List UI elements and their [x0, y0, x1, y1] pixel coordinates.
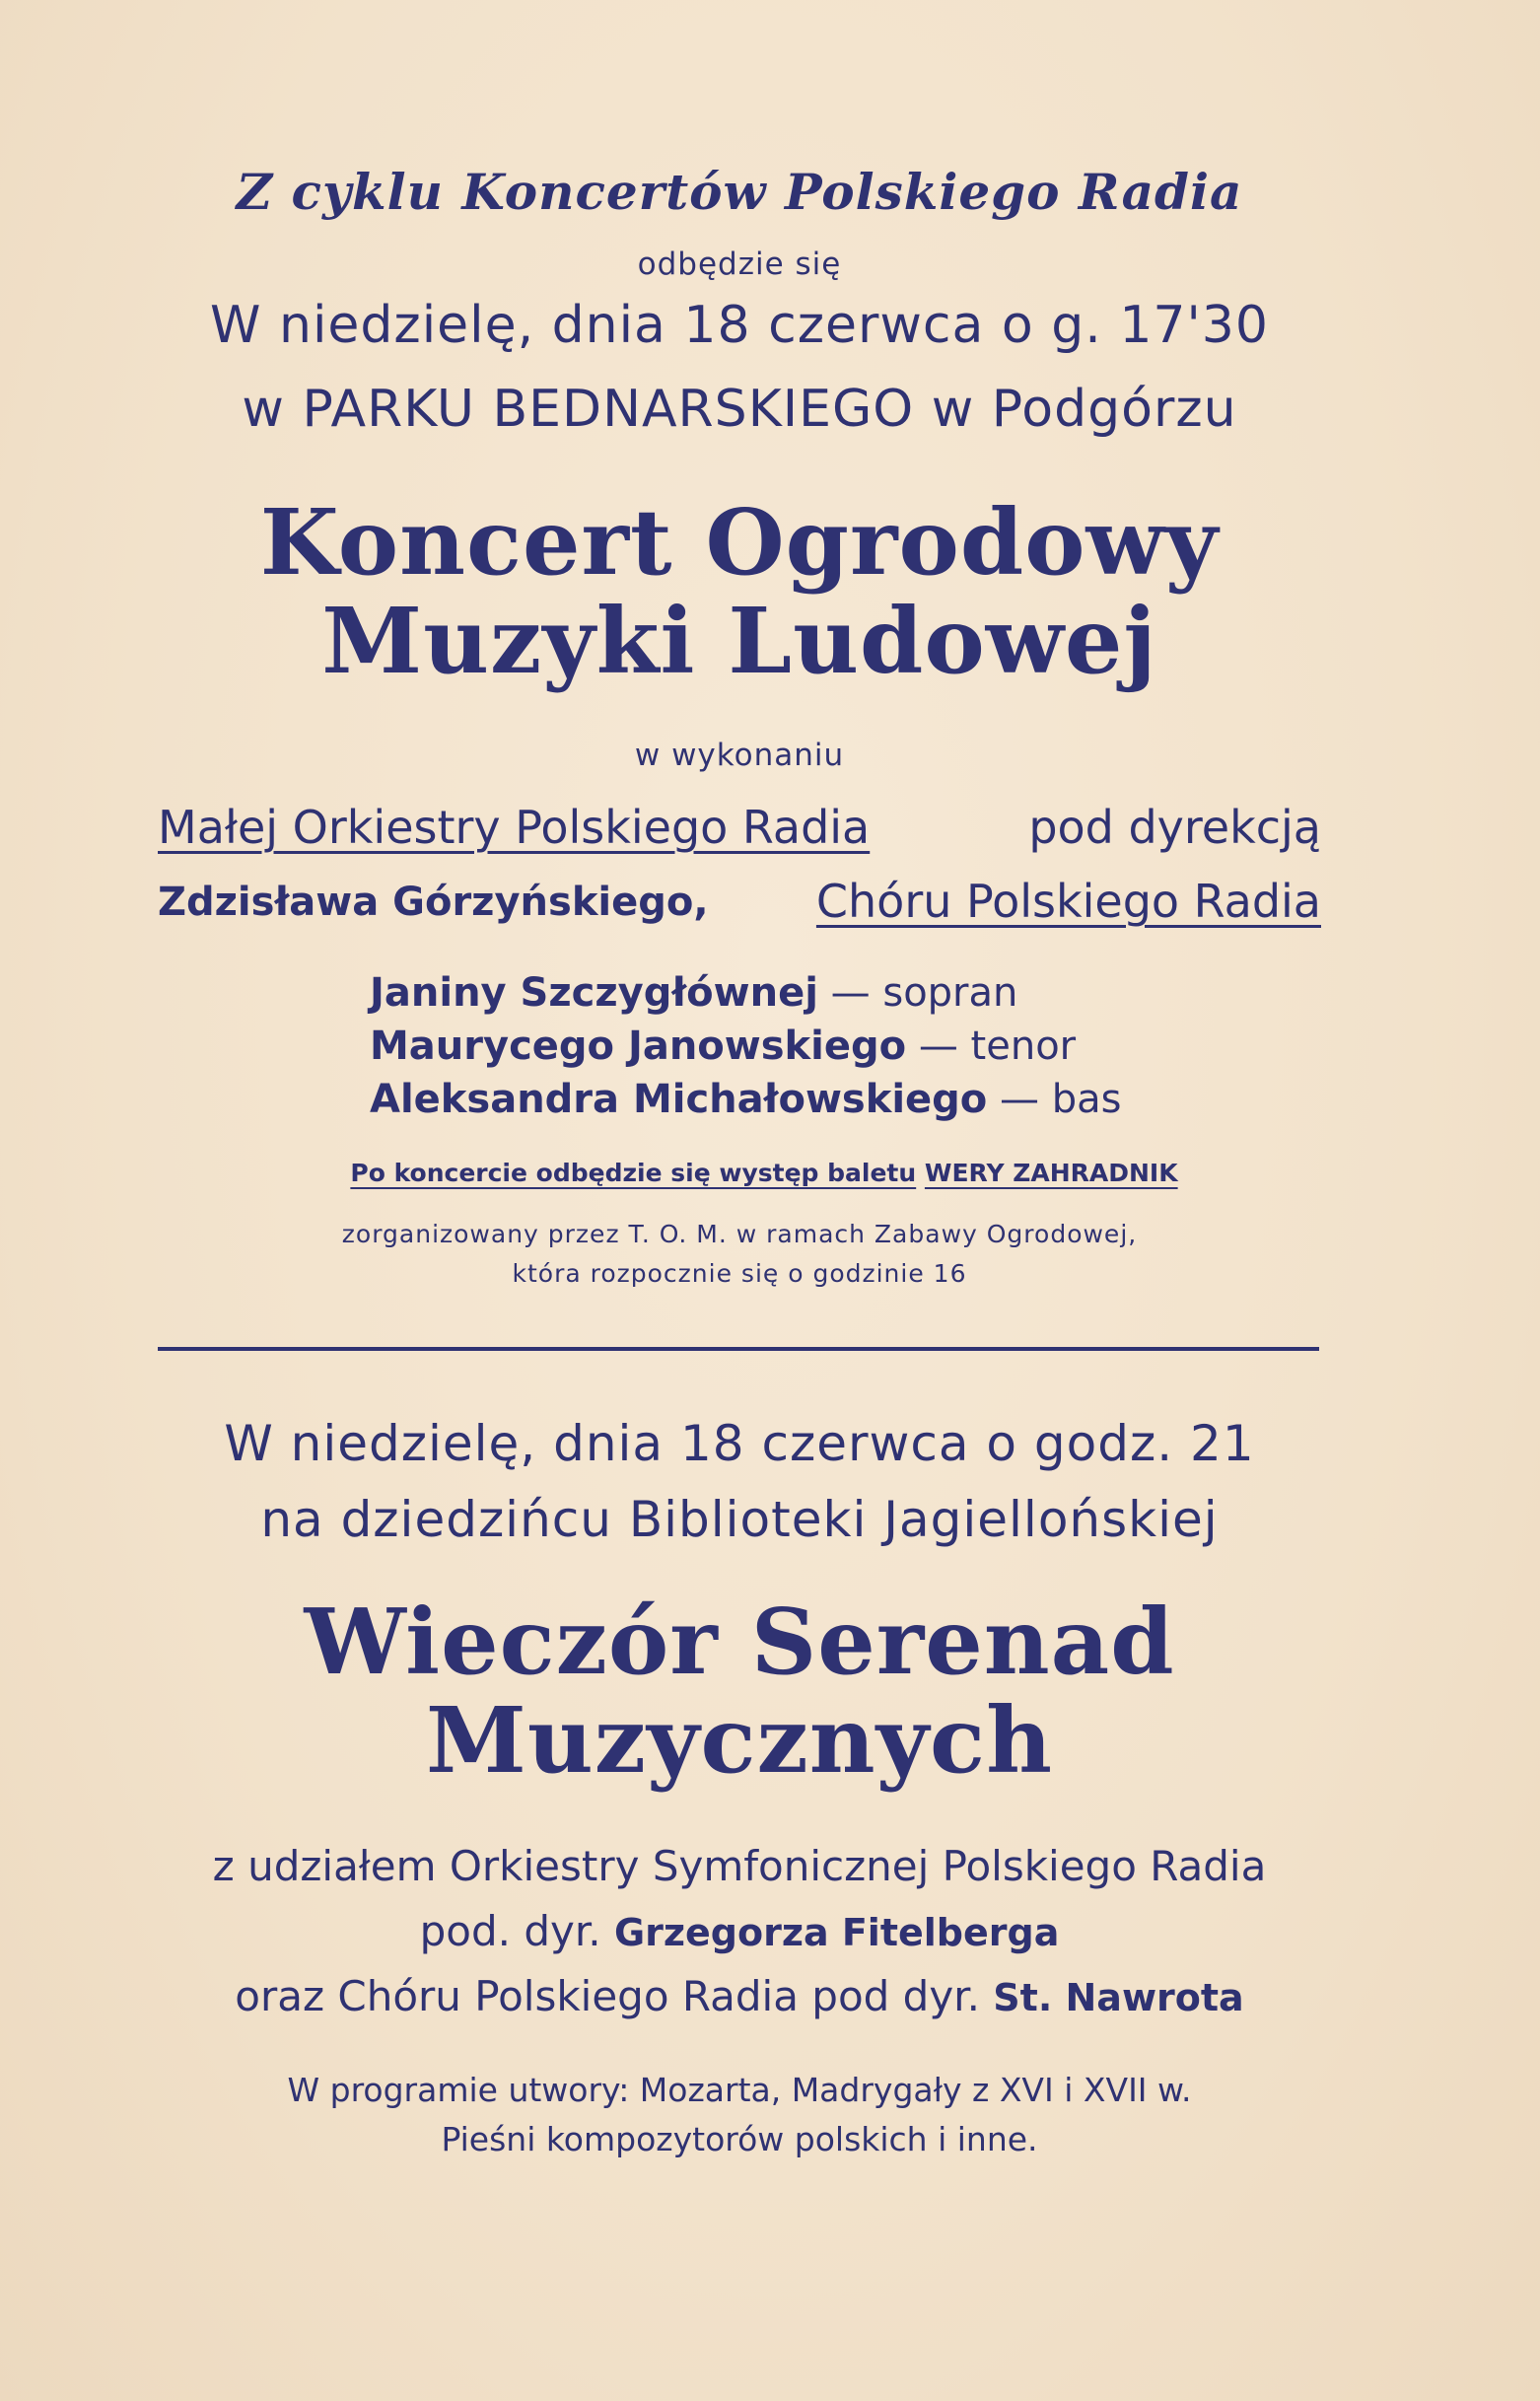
- soloist-row: [370, 966, 1316, 1020]
- ballet-text: Po koncercie odbędzie się występ baletu: [350, 1159, 917, 1187]
- choir-conductor: St. Nawrota: [993, 1976, 1244, 2019]
- choir-name: Chóru Polskiego Radia: [815, 875, 1321, 928]
- participation-line: z udziałem Orkiestry Symfonicznej Polskiego Radia: [212, 1842, 1267, 1890]
- soloist-name: Maurycego Janowskiego: [370, 1024, 907, 1069]
- orchestra-line: [158, 801, 1321, 854]
- conductor-name: Zdzisława Górzyńskiego,: [158, 880, 709, 925]
- organized-line-1: zorganizowany przez T. O. M. w ramach Zabawy Ogrodowej,: [341, 1220, 1138, 1248]
- soloist-voice: — tenor: [918, 1024, 1077, 1069]
- concert-1-title-line-2: Muzyki Ludowej: [321, 588, 1157, 694]
- section-divider: [158, 1347, 1319, 1351]
- ballet-company: WERY ZAHRADNIK: [924, 1159, 1178, 1187]
- concert-1-date: W niedzielę, dnia 18 czerwca o g. 17'30: [210, 296, 1269, 355]
- soloist-row: [370, 1020, 1316, 1073]
- program-line-1: W programie utwory: Mozarta, Madrygały z XVI i XVII w.: [287, 2071, 1192, 2109]
- program-line-2: Pieśni kompozytorów polskich i inne.: [441, 2120, 1038, 2158]
- under-direction: pod dyrekcją: [1028, 801, 1321, 854]
- soloist-voice: — sopran: [830, 970, 1018, 1016]
- conductor-prefix: pod. dyr.: [419, 1907, 601, 1955]
- concert-1-venue: w PARKU BEDNARSKIEGO w Podgórzu: [242, 380, 1237, 439]
- organized-line-2: która rozpocznie się o godzinie 16: [512, 1259, 967, 1288]
- will-take-place: odbędzie się: [637, 247, 842, 282]
- conductor-name: Grzegorza Fitelberga: [613, 1911, 1060, 1954]
- conductor-choir-line: [158, 875, 1321, 930]
- conductor-line: [158, 1899, 1321, 1965]
- choir-line: [158, 1964, 1321, 2030]
- concert-2-title-line-1: Wieczór Serenad: [304, 1589, 1175, 1695]
- soloist-voice: — bas: [1000, 1077, 1122, 1122]
- concert-2-venue: na dziedzińcu Biblioteki Jagiellońskiej: [260, 1491, 1219, 1548]
- choir-prefix: oraz Chóru Polskiego Radia pod dyr.: [235, 1972, 980, 2020]
- soloist-row: [370, 1073, 1316, 1126]
- concert-1-title-line-1: Koncert Ogrodowy: [259, 489, 1220, 596]
- soloist-name: Aleksandra Michałowskiego: [370, 1077, 988, 1122]
- performed-by: w wykonaniu: [634, 738, 845, 773]
- orchestra-name: Małej Orkiestry Polskiego Radia: [158, 801, 871, 854]
- ballet-announcement: [266, 1159, 1262, 1187]
- concert-2-title-line-2: Muzycznych: [426, 1687, 1053, 1794]
- soloists-list: [370, 966, 1316, 1126]
- concert-2-date: W niedzielę, dnia 18 czerwca o godz. 21: [224, 1415, 1255, 1472]
- soloist-name: Janiny Szczygłównej: [370, 970, 818, 1016]
- series-heading: Z cyklu Koncertów Polskiego Radia: [236, 163, 1243, 221]
